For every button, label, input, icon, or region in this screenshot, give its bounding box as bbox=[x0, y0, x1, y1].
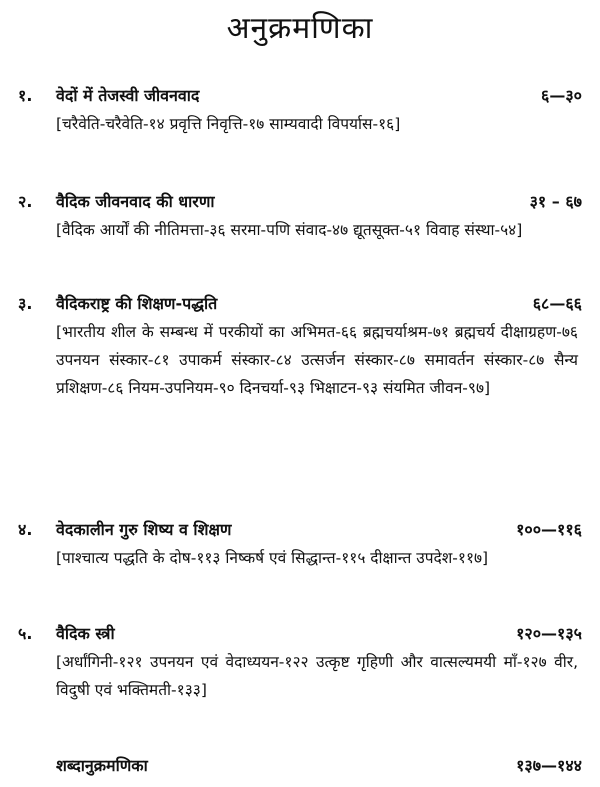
toc-entry-pages: ६—३० bbox=[541, 86, 582, 105]
toc-index-title: शब्दानुक्रमणिका bbox=[56, 756, 148, 775]
toc-entry-number: १. bbox=[18, 86, 33, 105]
toc-entry-heading bbox=[0, 622, 600, 648]
toc-entry-pages: १२०—१३५ bbox=[516, 624, 582, 643]
toc-entry-pages: ६८—६६ bbox=[532, 294, 582, 313]
toc-entry-heading bbox=[0, 84, 600, 110]
toc-entry-subtopics: [अर्धांगिनी-१२१ उपनयन एवं वेदाध्ययन-१२२ उत्कृष्ट गृहिणी और वात्सल्यमयी माँ-१२७ वीर, विदुषी एवं भक्तिमती-१३३] bbox=[56, 653, 578, 699]
toc-entry-3 bbox=[0, 292, 600, 402]
toc-entry-title: वैदिक स्त्री bbox=[56, 624, 115, 643]
toc-entry-1 bbox=[0, 84, 600, 138]
toc-entry-title: वैदिकराष्ट्र की शिक्षण-पद्धति bbox=[56, 294, 218, 313]
toc-entry-title: वेदों में तेजस्वी जीवनवाद bbox=[56, 86, 200, 105]
toc-entry-subtopics: [पाश्चात्य पद्धति के दोष-११३ निष्कर्ष एवं सिद्धान्त-११५ दीक्षान्त उपदेश-११७] bbox=[56, 549, 489, 567]
toc-entry-number: २. bbox=[18, 192, 33, 211]
toc-entry-heading bbox=[0, 292, 600, 318]
toc-entry-number: ३. bbox=[18, 294, 33, 313]
toc-entry-5 bbox=[0, 622, 600, 704]
toc-entry-number: ४. bbox=[18, 520, 33, 539]
toc-entry-heading bbox=[0, 190, 600, 216]
toc-entry-subtopics: [चरैवेति-चरैवेति-१४ प्रवृत्ति निवृत्ति-१७ साम्यवादी विपर्यास-१६] bbox=[56, 115, 401, 133]
toc-entry-number: ५. bbox=[18, 624, 33, 643]
toc-index-pages: १३७—१४४ bbox=[516, 756, 582, 775]
toc-entry-heading bbox=[0, 754, 600, 780]
toc-entry-subtopics: [भारतीय शील के सम्बन्ध में परकीयों का अभिमत-६६ ब्रह्मचर्याश्रम-७१ ब्रह्मचर्य दीक्षाग्रहण-७६ उपनयन संस्कार-८१ उपाकर्म संस्कार-८४ उत्सर्जन संस्कार-८७ समावर्तन संस्कार-८७ सैन्य प्रशिक्षण-८६ नियम-उपनियम-९० दिनचर्या-९३ भिक्षाटन-९३ संयमित जीवन-९७] bbox=[56, 323, 578, 397]
toc-entry-title: वेदकालीन गुरु शिष्य व शिक्षण bbox=[56, 520, 232, 539]
toc-entry-heading bbox=[0, 518, 600, 544]
toc-entry-pages: १००—११६ bbox=[516, 520, 582, 539]
toc-entry-2 bbox=[0, 190, 600, 244]
toc-entry-pages: ३१ – ६७ bbox=[529, 192, 582, 211]
toc-index-entry bbox=[0, 754, 600, 780]
toc-entry-subtopics: [वैदिक आर्यों की नीतिमत्ता-३६ सरमा-पणि संवाद-४७ द्यूतसूक्त-५१ विवाह संस्था-५४] bbox=[56, 221, 523, 239]
toc-entry-title: वैदिक जीवनवाद की धारणा bbox=[56, 192, 215, 211]
toc-entry-4 bbox=[0, 518, 600, 572]
page-title: अनुक्रमणिका bbox=[226, 11, 374, 46]
